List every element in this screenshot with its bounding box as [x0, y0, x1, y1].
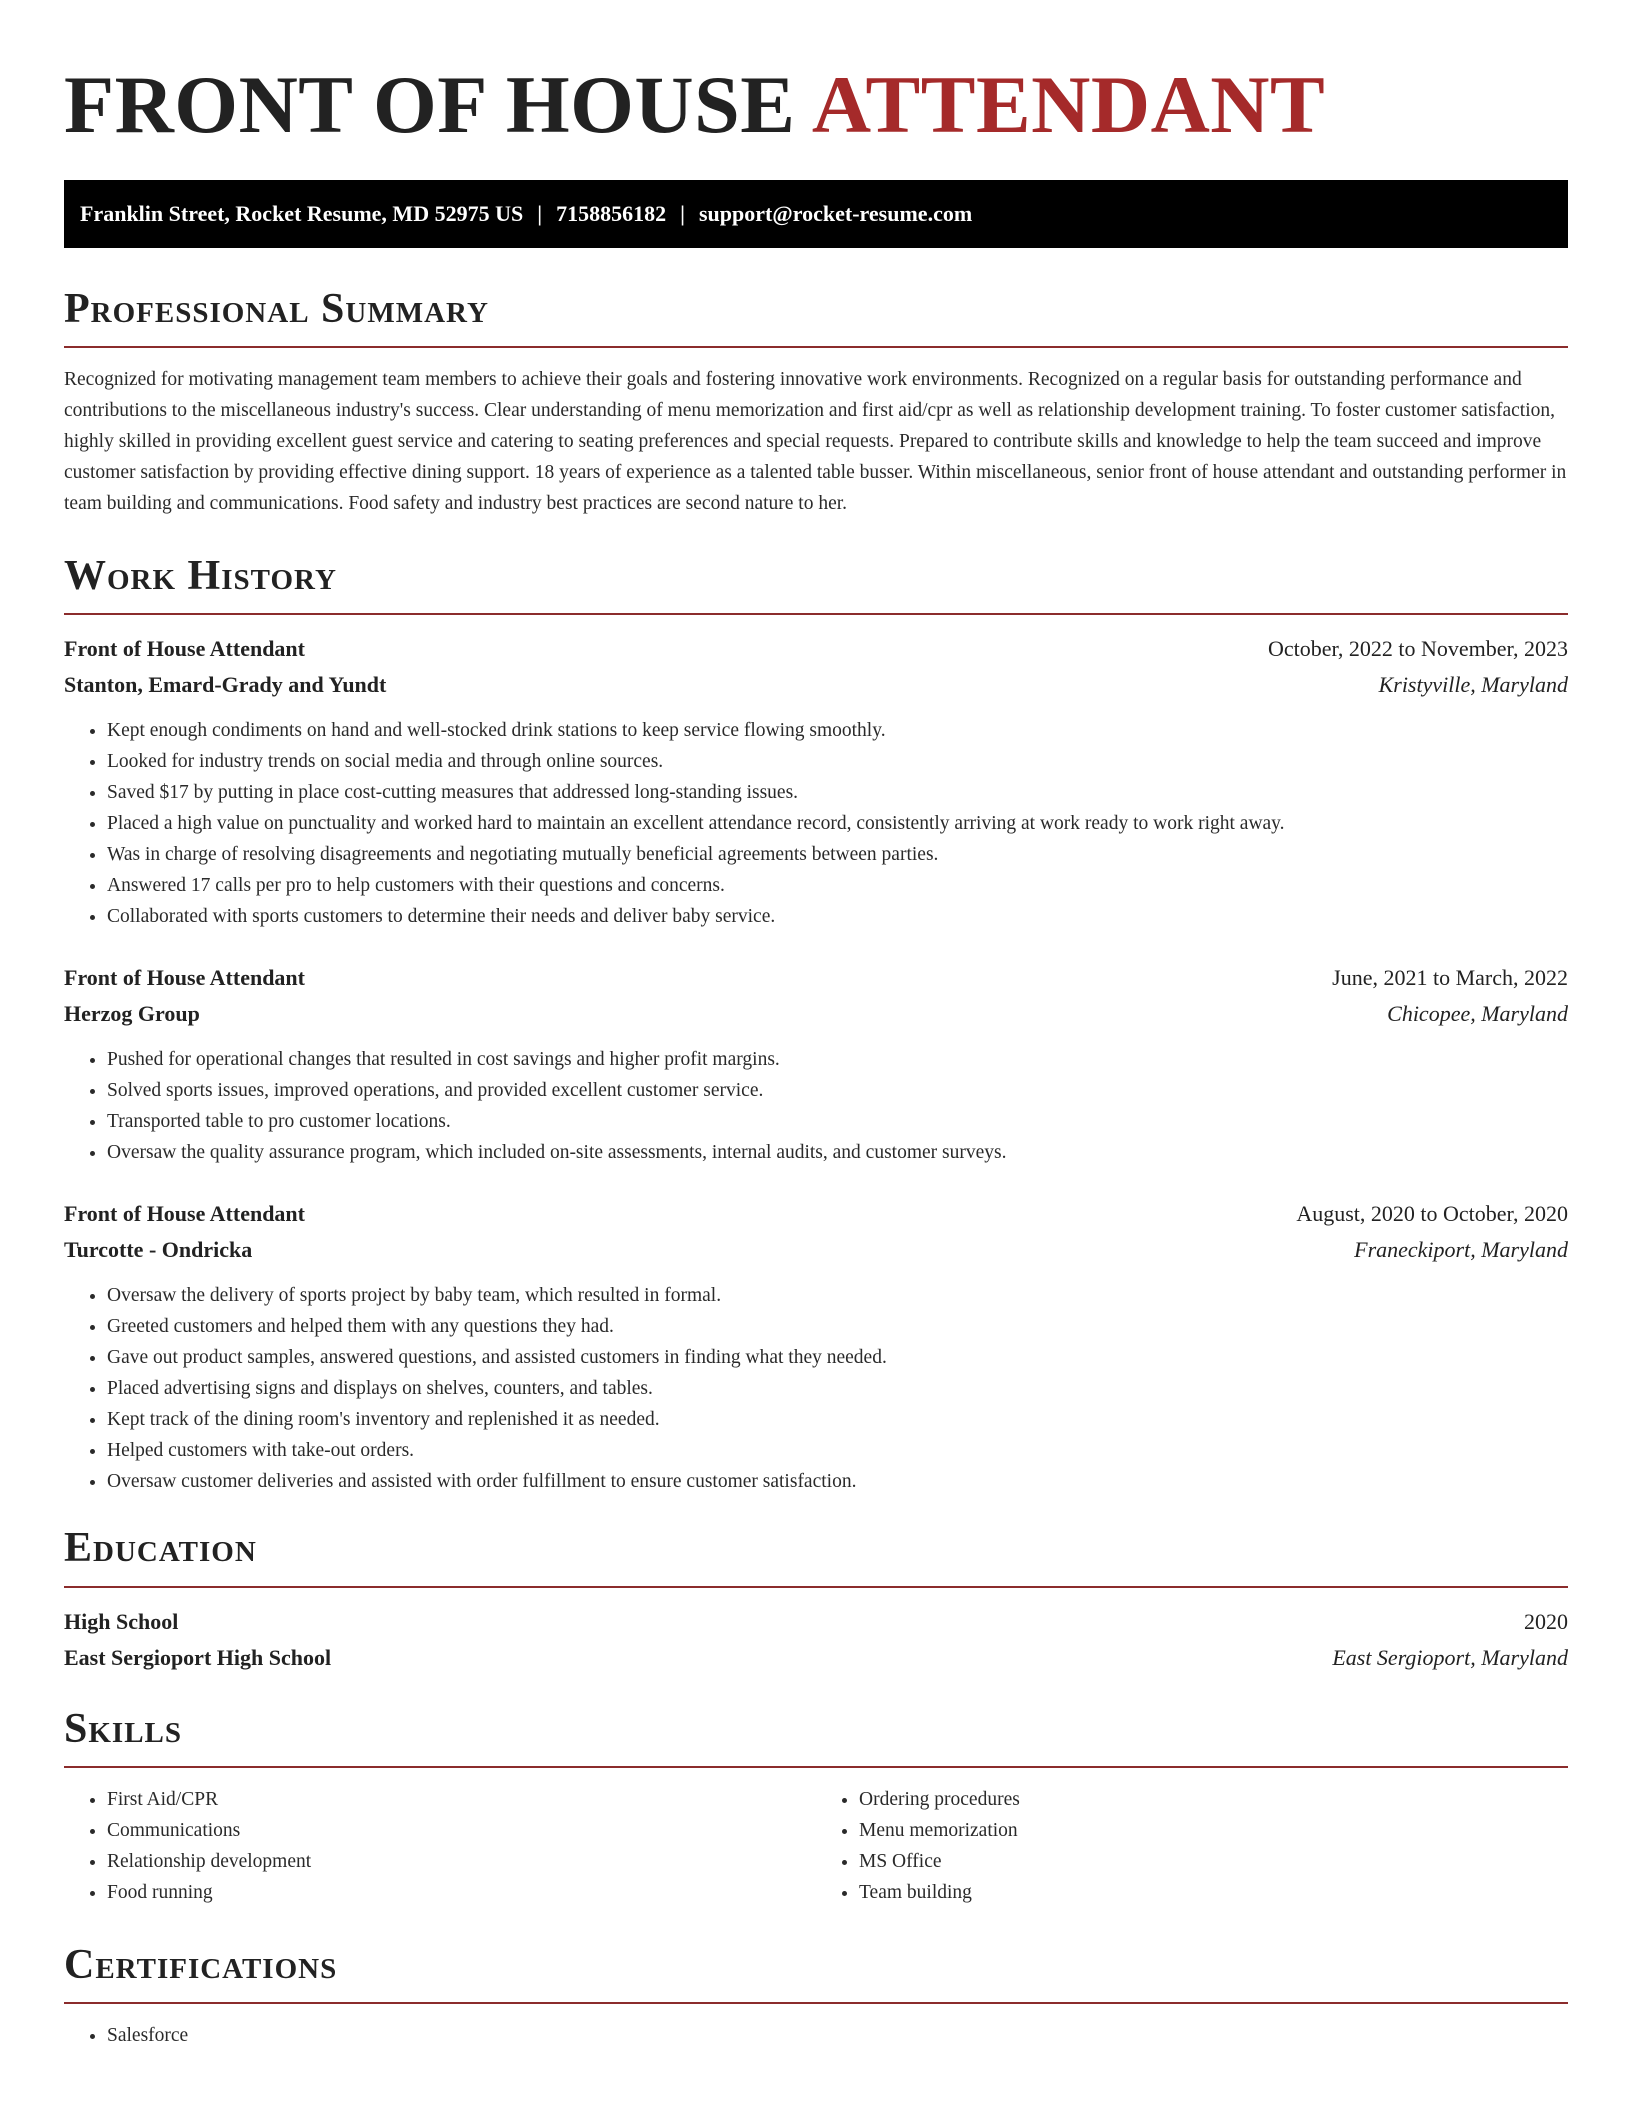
skills-list-right — [816, 1784, 1568, 1908]
certification-item: • Salesforce — [107, 2020, 1568, 2051]
certifications-list — [64, 2020, 1568, 2051]
job-bullet: • Saved $17 by putting in place cost-cutting measures that addressed long-standing issues. — [107, 777, 1568, 808]
section-title: Professional Summary — [64, 286, 489, 332]
job-bullet: • Transported table to pro customer locations. — [107, 1106, 1568, 1137]
skill-item: • Relationship development — [107, 1846, 816, 1877]
job-bullet: • Was in charge of resolving disagreements and negotiating mutually beneficial agreements between parties. — [107, 839, 1568, 870]
contact-email: support@rocket-resume.com — [698, 201, 973, 226]
contact-address: Franklin Street, Rocket Resume, MD 52975 US — [80, 201, 524, 226]
job-bullet: • Kept enough condiments on hand and well-stocked drink stations to keep service flowing smoothly. — [107, 715, 1568, 746]
education-year: 2020 — [1524, 1608, 1568, 1634]
job-bullet: • Oversaw the quality assurance program, which included on-site assessments, internal audits, and customer surveys. — [107, 1137, 1568, 1168]
job-location: Franeckiport, Maryland — [1354, 1237, 1568, 1263]
name-main: FRONT OF HOUSE — [64, 59, 796, 150]
section-divider — [64, 1586, 1568, 1588]
skill-item: • Food running — [107, 1877, 816, 1908]
job-bullet: • Gave out product samples, answered questions, and assisted customers in finding what they needed. — [107, 1342, 1568, 1373]
job-role: Front of House Attendant — [64, 636, 305, 662]
job-bullet: • Oversaw the delivery of sports project by baby team, which resulted in formal. — [107, 1280, 1568, 1311]
job-dates: August, 2020 to October, 2020 — [1296, 1201, 1568, 1227]
job-bullet: • Helped customers with take-out orders. — [107, 1435, 1568, 1466]
contact-phone: 7158856182 — [556, 201, 667, 226]
job-bullet: • Greeted customers and helped them with any questions they had. — [107, 1311, 1568, 1342]
skill-item: • Team building — [859, 1877, 1568, 1908]
job-company-row — [64, 1232, 1568, 1268]
skills-section — [64, 1706, 1568, 1908]
job-entry — [64, 631, 1568, 932]
job-bullets — [64, 1280, 1568, 1497]
job-bullet: • Solved sports issues, improved operations, and provided excellent customer service. — [107, 1075, 1568, 1106]
name-accent: ATTENDANT — [811, 59, 1326, 150]
job-bullet: • Kept track of the dining room's inventory and replenished it as needed. — [107, 1404, 1568, 1435]
work-history-section — [64, 553, 1568, 1497]
job-dates: June, 2021 to March, 2022 — [1332, 965, 1568, 991]
job-location: Chicopee, Maryland — [1387, 1001, 1568, 1027]
job-company: Stanton, Emard-Grady and Yundt — [64, 672, 387, 698]
section-title: Education — [64, 1525, 257, 1572]
section-divider — [64, 346, 1568, 348]
education-school: East Sergioport High School — [64, 1644, 332, 1670]
skill-item: • Ordering procedures — [859, 1784, 1568, 1815]
job-bullet: • Answered 17 calls per pro to help customers with their questions and concerns. — [107, 870, 1568, 901]
certifications-section — [64, 1942, 1568, 2051]
job-bullet: • Pushed for operational changes that resulted in cost savings and higher profit margins. — [107, 1044, 1568, 1075]
contact-bar — [64, 180, 1568, 248]
job-company-row — [64, 667, 1568, 703]
resume-name — [64, 59, 1568, 150]
job-entry — [64, 1196, 1568, 1497]
section-divider — [64, 1766, 1568, 1768]
education-section — [64, 1525, 1568, 1675]
job-bullets — [64, 715, 1568, 932]
job-bullet: • Placed advertising signs and displays on shelves, counters, and tables. — [107, 1373, 1568, 1404]
contact-separator: | — [537, 201, 543, 226]
summary-section — [64, 286, 1568, 519]
job-entry — [64, 960, 1568, 1168]
contact-separator: | — [680, 201, 685, 226]
skill-item: • First Aid/CPR — [107, 1784, 816, 1815]
job-bullet: • Placed a high value on punctuality and worked hard to maintain an excellent attendance record, consistently arriving at work ready to work right away. — [107, 808, 1568, 839]
skills-grid — [64, 1784, 1568, 1908]
section-title: Certifications — [64, 1941, 338, 1988]
education-location: East Sergioport, Maryland — [1332, 1644, 1568, 1670]
section-title: Skills — [64, 1705, 183, 1752]
job-list — [64, 631, 1568, 1497]
skill-item: • Menu memorization — [859, 1815, 1568, 1846]
job-header-row — [64, 631, 1568, 667]
summary-text: Recognized for motivating management team members to achieve their goals and fostering innovative work environments. Recognized on a regular basis for outstanding performance and contributions to the miscellaneous industry's success. Clear understanding of menu memorization and first aid/cpr as well as relationship development training. To foster customer satisfaction, highly skilled in providing excellent guest service and catering to seating preferences and special requests. Prepared to contribute skills and knowledge to help the team succeed and improve customer satisfaction by providing effective dining support. 18 years of experience as a talented table busser. Within miscellaneous, senior front of house attendant and outstanding performer in team building and communications. Food safety and industry best practices are second nature to her. — [64, 369, 1567, 515]
skill-item: • Communications — [107, 1815, 816, 1846]
skills-list-left — [64, 1784, 816, 1908]
section-title: Work History — [64, 553, 337, 600]
job-bullets — [64, 1044, 1568, 1168]
job-company: Turcotte - Ondricka — [64, 1237, 253, 1263]
education-degree: High School — [64, 1608, 179, 1634]
job-bullet: • Looked for industry trends on social media and through online sources. — [107, 746, 1568, 777]
job-bullet: • Collaborated with sports customers to determine their needs and deliver baby service. — [107, 901, 1568, 932]
job-bullet: • Oversaw customer deliveries and assisted with order fulfillment to ensure customer satisfaction. — [107, 1466, 1568, 1497]
job-dates: October, 2022 to November, 2023 — [1267, 636, 1568, 662]
job-company: Herzog Group — [64, 1001, 200, 1027]
section-divider — [64, 2002, 1568, 2004]
section-divider — [64, 613, 1568, 615]
education-row — [64, 1640, 1568, 1676]
education-row — [64, 1604, 1568, 1640]
job-role: Front of House Attendant — [64, 965, 305, 991]
job-header-row — [64, 1196, 1568, 1232]
job-header-row — [64, 960, 1568, 996]
job-location: Kristyville, Maryland — [1378, 672, 1568, 698]
skill-item: • MS Office — [859, 1846, 1568, 1877]
job-role: Front of House Attendant — [64, 1201, 305, 1227]
job-company-row — [64, 996, 1568, 1032]
